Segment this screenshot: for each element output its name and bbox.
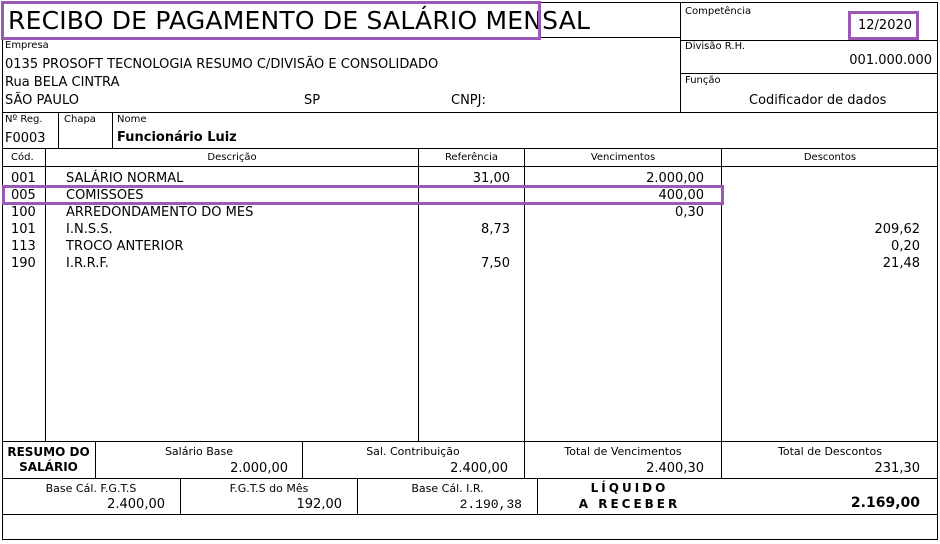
divider: [2, 441, 938, 442]
competencia-label: Competência: [685, 6, 752, 17]
resumo-label-line1: RESUMO DO: [7, 445, 90, 459]
col-header-descricao: Descrição: [207, 152, 257, 163]
col-header-vencimentos: Vencimentos: [590, 152, 656, 163]
row-cod: 005: [11, 188, 36, 203]
base-fgts-value: 2.400,00: [107, 497, 165, 512]
row-cod: 001: [11, 171, 36, 186]
cnpj-label: CNPJ:: [451, 93, 486, 108]
divisao-label: Divisão R.H.: [685, 41, 746, 52]
funcao-label: Função: [685, 75, 721, 86]
sal-contrib-value: 2.400,00: [450, 461, 508, 476]
page-title: RECIBO DE PAGAMENTO DE SALÁRIO MENSAL: [8, 6, 591, 35]
nome-label: Nome: [117, 114, 147, 125]
row-cod: 190: [11, 256, 36, 271]
row-description: COMISSÕES: [66, 188, 144, 203]
row-description: I.R.R.F.: [66, 256, 109, 271]
base-ir-label: Base Cál. I.R.: [411, 482, 484, 495]
row-referencia: 7,50: [481, 256, 510, 271]
empresa-line1: 0135 PROSOFT TECNOLOGIA RESUMO C/DIVISÃO E CONSOLIDADO: [5, 57, 439, 72]
row-cod: 101: [11, 222, 36, 237]
empresa-label: Empresa: [5, 40, 49, 51]
row-description: TROCO ANTERIOR: [66, 239, 184, 254]
row-cod: 100: [11, 205, 36, 220]
divider: [680, 2, 681, 112]
total-desc-value: 231,30: [874, 461, 920, 476]
col-header-cod: Cód.: [11, 152, 34, 163]
fgts-mes-label: F.G.T.S do Mês: [229, 482, 309, 495]
divider: [58, 112, 59, 148]
reg-value: F0003: [5, 131, 46, 146]
divider: [112, 112, 113, 148]
chapa-label: Chapa: [64, 114, 96, 125]
salario-base-value: 2.000,00: [230, 461, 288, 476]
divisao-value: 001.000.000: [849, 53, 932, 68]
fgts-mes-value: 192,00: [296, 497, 342, 512]
liquido-value: 2.169,00: [850, 495, 920, 511]
empresa-state: SP: [304, 93, 321, 108]
competencia-value: 12/2020: [858, 18, 913, 33]
divider: [2, 112, 938, 113]
row-description: I.N.S.S.: [66, 222, 113, 237]
divider: [2, 478, 938, 479]
row-description: SALÁRIO NORMAL: [66, 171, 184, 186]
row-highlight: [2, 185, 724, 205]
row-vencimentos: 400,00: [658, 188, 704, 203]
row-referencia: 31,00: [472, 171, 510, 186]
total-venc-value: 2.400,30: [646, 461, 704, 476]
row-descontos: 209,62: [874, 222, 920, 237]
sal-contrib-label: Sal. Contribuição: [366, 445, 460, 458]
nome-value: Funcionário Luiz: [117, 130, 237, 145]
col-header-referencia: Referência: [444, 152, 499, 163]
funcao-value: Codificador de dados: [749, 93, 887, 108]
total-desc-label: Total de Descontos: [778, 445, 882, 458]
liquido-label-line2: A RECEBER: [578, 497, 681, 511]
base-fgts-label: Base Cál. F.G.T.S: [45, 482, 137, 495]
row-cod: 113: [11, 239, 36, 254]
row-descontos: 0,20: [891, 239, 920, 254]
receipt-frame: [2, 2, 938, 540]
empresa-line2: Rua BELA CINTRA: [5, 75, 120, 90]
divider: [2, 166, 938, 167]
divider: [2, 148, 938, 149]
salario-base-label: Salário Base: [164, 445, 234, 458]
row-description: ARREDONDAMENTO DO MES: [66, 205, 254, 220]
base-ir-value: 2.190,38: [459, 497, 522, 512]
competencia-highlight: [848, 11, 919, 40]
title-highlight: [1, 1, 541, 40]
total-venc-label: Total de Vencimentos: [564, 445, 682, 458]
empresa-city: SÃO PAULO: [5, 93, 79, 108]
divider: [2, 514, 938, 515]
reg-label: Nº Reg.: [5, 114, 43, 125]
row-descontos: 21,48: [882, 256, 920, 271]
resumo-label-line2: SALÁRIO: [19, 460, 78, 474]
row-vencimentos: 2.000,00: [646, 171, 704, 186]
liquido-label-line1: LÍQUIDO: [590, 481, 669, 495]
divider: [680, 73, 938, 74]
col-header-descontos: Descontos: [803, 152, 857, 163]
row-vencimentos: 0,30: [675, 205, 704, 220]
row-referencia: 8,73: [481, 222, 510, 237]
